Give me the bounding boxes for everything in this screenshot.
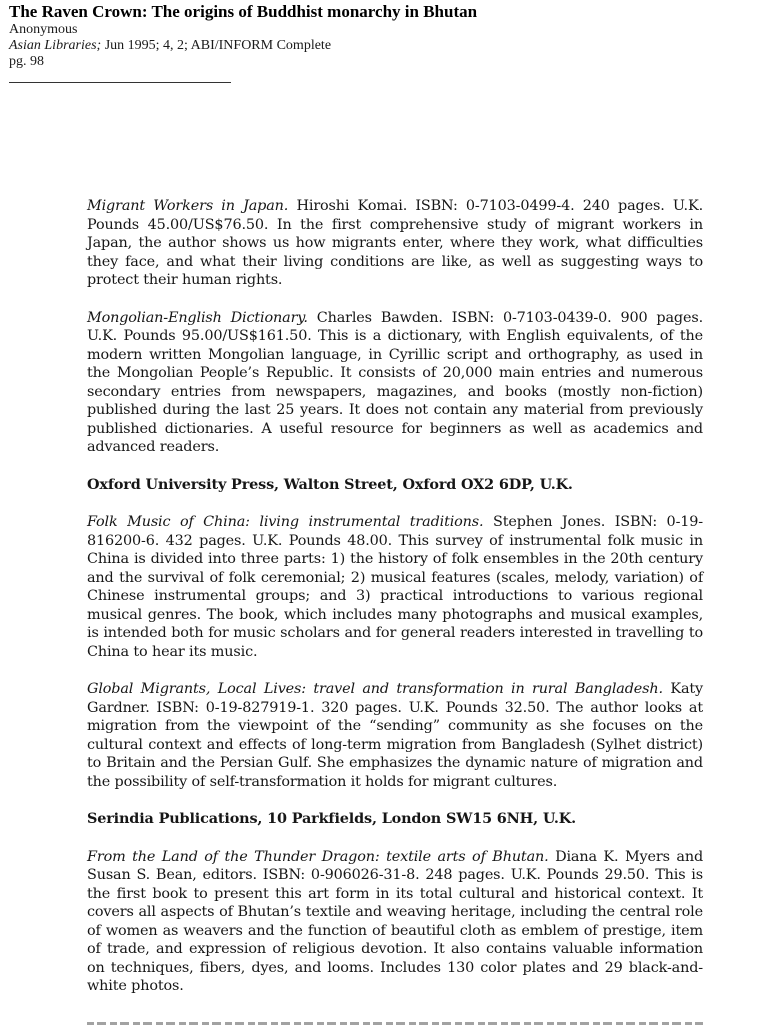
book-description: Charles Bawden. ISBN: 0-7103-0439-0. 900 pages. U.K. Pounds 95.00/US$161.50. This is a dictionary, with English equivalents, of the modern written Mongolian language, in Cyrillic script and orthography, as used in the Mongolian People’s Republic. It consists of 20,000 main entries and numerous secondary entries from newspapers, magazines, and books (mostly non-fiction) published during the last 25 years. It does not contain any material from previously published dictionaries. A useful resource for beginners as well as academics and advanced readers. <box>87 309 703 455</box>
book-description: Hiroshi Komai. ISBN: 0-7103-0499-4. 240 pages. U.K. Pounds 45.00/US$76.50. In the first comprehensive study of migrant workers in Japan, the author shows us how migrants enter, where they work, what difficulties they face, and what their living conditions are like, as well as suggesting ways to protect their human rights. <box>87 198 703 288</box>
book-title: Folk Music of China: living instrumental traditions. <box>87 514 484 530</box>
book-description: Diana K. Myers and Susan S. Bean, editors. ISBN: 0-906026-31-8. 248 pages. U.K. Pounds 29.50. This is the first book to present this art form in its total cultural and historical context. It covers all aspects of Bhutan’s textile and weaving heritage, including the central role of women as weavers and the function of beautiful cloth as emblem of prestige, item of trade, and expression of religious devotion. It also contains valuable information on techniques, fibers, dyes, and looms. Includes 130 color plates and 29 black-and-white photos. <box>87 848 704 994</box>
cut-off-text-line <box>87 1016 703 1026</box>
issue-info: Jun 1995; 4, 2; ABI/INFORM Complete <box>101 38 332 53</box>
book-entry <box>87 309 703 457</box>
journal-name: Asian Libraries; <box>9 38 102 53</box>
document-author: Anonymous <box>9 22 78 37</box>
document-source <box>9 38 709 54</box>
header-divider <box>9 82 231 83</box>
book-title: Mongolian-English Dictionary. <box>87 309 308 326</box>
book-description: Katy Gardner. ISBN: 0-19-827919-1. 320 pages. U.K. Pounds 32.50. The author looks at migration from the viewpoint of the “sending” community as she focuses on the cultural context and effects of long-term migration from Bangladesh (Sylhet district) to Britain and the Persian Gulf. She emphasizes the dynamic nature of migration and the possibility of self-transformation it holds for migrant cultures. <box>87 681 703 790</box>
book-entry <box>87 680 703 791</box>
book-title: From the Land of the Thunder Dragon: textile arts of Bhutan. <box>87 848 549 865</box>
book-description: Stephen Jones. ISBN: 0-19-816200-6. 432 pages. U.K. Pounds 48.00. This survey of instrumental folk music in China is divided into three parts: 1) the history of folk ensembles in the 20th century and the survival of folk ceremonial; 2) musical features (scales, melody, variation) of Chinese instrumental groups; and 3) practical introductions to various regional musical genres. The book, which includes many photographs and musical examples, is intended both for music scholars and for general readers interested in travelling to China to hear its music. <box>87 514 704 660</box>
publisher-heading: Oxford University Press, Walton Street, Oxford OX2 6DP, U.K. <box>87 475 573 493</box>
publisher-heading: Serindia Publications, 10 Parkfields, London SW15 6NH, U.K. <box>87 810 576 827</box>
book-entry <box>87 197 703 290</box>
book-entry <box>87 513 703 661</box>
document-title: The Raven Crown: The origins of Buddhist monarchy in Bhutan <box>9 2 478 21</box>
document-header <box>9 2 709 70</box>
book-title: Global Migrants, Local Lives: travel and transformation in rural Bangladesh. <box>87 681 663 697</box>
book-title: Migrant Workers in Japan. <box>87 198 289 214</box>
page-number: pg. 98 <box>9 54 44 69</box>
book-entry <box>87 848 703 996</box>
listing-body <box>87 197 703 1015</box>
